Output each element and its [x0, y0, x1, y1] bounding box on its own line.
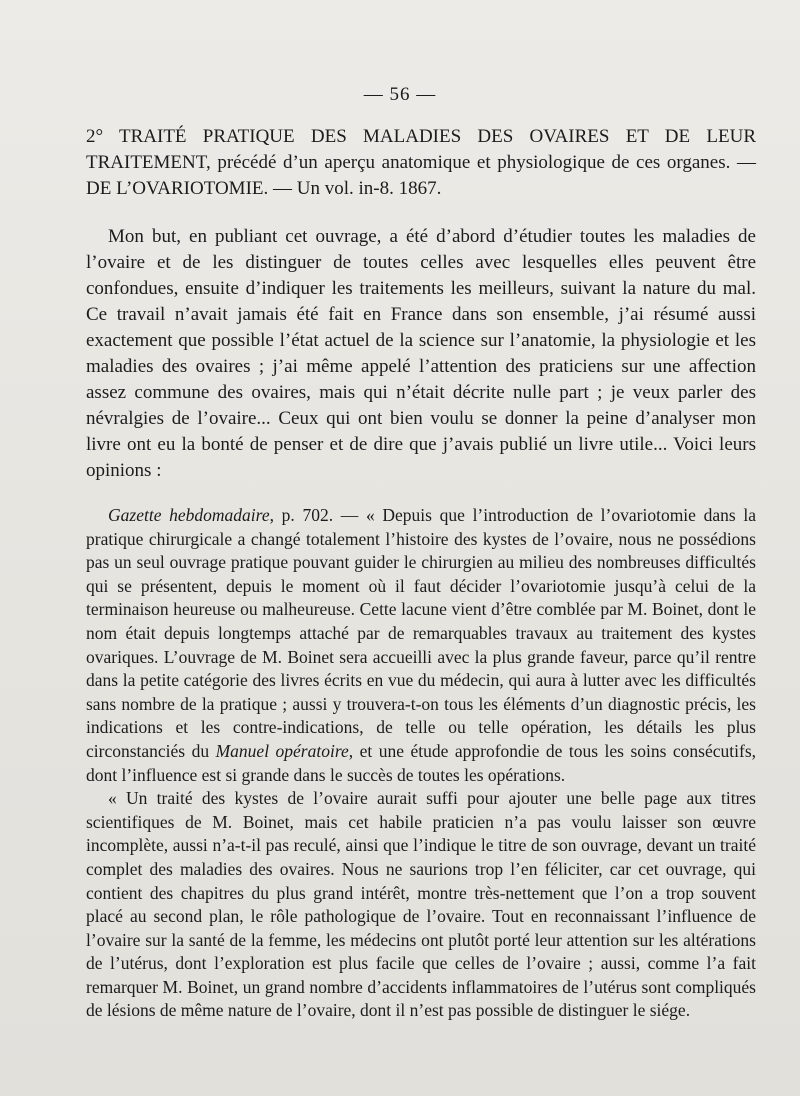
review-quote-tail: , et une étude approfondie de tous les soins consécutifs, dont l’influence est si grande dans le succès de toutes les opérations.: [86, 740, 757, 785]
author-intro-paragraph: Mon but, en publiant cet ouvrage, a été d’abord d’étudier toutes les maladies de l’ovaire et de les distinguer de toutes celles avec lesquelles elles peuvent être confondues, ensuite d’indiquer les traitements les meilleurs, suivant la nature du mal. Ce travail n’avait jamais été fait en France dans son ensemble, j’ai résumé aussi exactement que possible l’état actuel de la science sur l’anatomie, la physiologie et les maladies des ovaires ; j’ai même appelé l’attention des praticiens sur une affection assez commune des ovaires, mais qui n’était décrite nulle part ; je veux parler des névralgies de l’ovaire... Ceux qui ont bien voulu se donner la peine d’analyser mon livre ont eu la bonté de penser et de dire que j’avais publié un livre utile... Voici leurs opinions :: [86, 226, 756, 481]
review-quote-continuation: « Un traité des kystes de l’ovaire aurait suffi pour ajouter une belle page aux titres scientifiques de M. Boinet, mais cet habile praticien n’a pas voulu laisser son œuvre incomplète, aussi n’a-t-il pas reculé, ainsi que l’indique le titre de son ouvrage, devant un traité complet des maladies des ovaires. Nous ne saurions trop l’en féliciter, car cet ouvrage, qui contient des chapitres du plus grand intérêt, montre très-nettement que l’on a trop souvent placé au second plan, le rôle pathologique de l’ovaire. Tout en reconnaissant l’influence de l’ovaire sur la santé de la femme, les médecins ont plutôt porté leur attention sur les altérations de l’utérus, dont l’exploration est plus facile que celles de l’ovaire ; aussi, comme l’a fait remarquer M. Boinet, un grand nombre d’accidents inflammatoires de l’utérus sont compliqués de lésions de même nature de l’ovaire, dont il n’est pas possible de distinguer le siége.: [86, 788, 756, 1021]
manual-title: Manuel opératoire: [215, 740, 349, 761]
review-quote-gazette: [86, 504, 756, 787]
page-number: — 56 —: [363, 84, 437, 105]
book-title-entry: 2° TRAITÉ PRATIQUE DES MALADIES DES OVAIRES ET DE LEUR TRAITEMENT, précédé d’un aperçu anatomique et physiologique de ces organes. — DE L’OVARIOTOMIE. — Un vol. in-8. 1867.: [86, 126, 756, 199]
review-quote-text: , p. 702. — « Depuis que l’introduction de l’ovariotomie dans la pratique chirurgicale a changé totalement l’histoire des kystes de l’ovaire, nous ne possédions pas un seul ouvrage pratique pouvant guider le chirurgien au milieu des nombreuses difficultés qui se présentent, depuis le moment où il faut décider l’ovariotomie jusqu’à celui de la terminaison heureuse ou malheureuse. Cette lacune vient d’être comblée par M. Boinet, dont le nom était depuis longtemps attaché par de remarquables travaux au traitement des kystes ovariques. L’ouvrage de M. Boinet sera accueilli avec la plus grande faveur, parce qu’il rentre dans la petite catégorie des livres écrits en vue du médecin, qui aura à lutter avec les difficultés sans nombre de la pratique ; aussi y trouvera-t-on tous les éléments d’un diagnostic précis, les indications et les contre-indications, de telle ou telle opération, les détails les plus circonstanciés du: [86, 505, 756, 761]
page-content: [86, 124, 756, 1023]
review-source-title: Gazette hebdomadaire: [108, 505, 270, 525]
